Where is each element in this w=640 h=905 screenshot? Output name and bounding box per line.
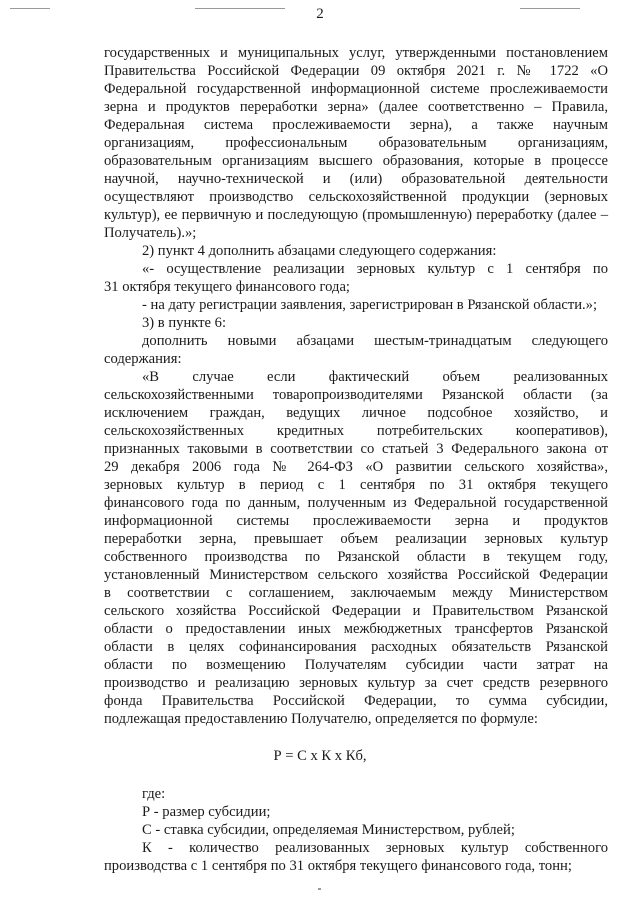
text-line: организациям, профессиональным образовательным организациям, bbox=[104, 135, 608, 151]
quoted-text-line: - на дату регистрации заявления, зарегистрирован в Рязанской области.»; bbox=[142, 297, 598, 313]
text-line: установленный Министерством сельского хозяйства Российской Федерации bbox=[104, 567, 608, 583]
text-line: 31 октября текущего финансового года; bbox=[104, 279, 350, 295]
paragraph-item-3: 3) в пункте 6: bbox=[142, 315, 227, 331]
text-line: 29 декабря 2006 года № 264-ФЗ «О развитии сельского хозяйства», bbox=[104, 459, 608, 475]
text-line: собственного производства по Рязанской области в текущем году, bbox=[104, 549, 608, 565]
text-line: исключением граждан, ведущих личное подсобное хозяйство, и bbox=[104, 405, 608, 421]
text-line: производство и реализацию зерновых культур за счет средств резервного bbox=[104, 675, 608, 691]
text-line: Получатель).»; bbox=[104, 225, 197, 241]
text-line: фонда Правительства Российской Федерации, то сумма субсидии, bbox=[104, 693, 608, 709]
quoted-text-line: «- осуществление реализации зерновых культур с 1 сентября по bbox=[142, 261, 608, 277]
text-line: зерновых культур в период с 1 сентября по 31 октября текущего bbox=[104, 477, 608, 493]
text-line: дополнить новыми абзацами шестым-тринадцатым следующего bbox=[142, 333, 608, 349]
paragraph-item-2: 2) пункт 4 дополнить абзацами следующего содержания: bbox=[142, 243, 497, 259]
text-line: признанных таковыми в соответствии со статьей 3 Федерального закона от bbox=[104, 441, 608, 457]
text-line: информационной системы прослеживаемости зерна и продуктов bbox=[104, 513, 608, 529]
text-line: сельскохозяйственными товаропроизводителями Рязанской области (за bbox=[104, 387, 608, 403]
definition-line: Р - размер субсидии; bbox=[142, 804, 271, 820]
definition-line: С - ставка субсидии, определяемая Министерством, рублей; bbox=[142, 822, 515, 838]
text-line: государственных и муниципальных услуг, утвержденными постановлением bbox=[104, 45, 608, 61]
text-line: культур), ее первичную и последующую (промышленную) переработку (далее – bbox=[104, 207, 608, 223]
quoted-text-line: «В случае если фактический объем реализованных bbox=[142, 369, 608, 385]
page-number: 2 bbox=[316, 6, 324, 22]
text-line: переработки зерна, превышает объем реализации зерновых культур bbox=[104, 531, 608, 547]
text-line: образовательным организациям высшего образования, которые в процессе bbox=[104, 153, 608, 169]
text-line: подлежащая предоставлению Получателю, определяется по формуле: bbox=[104, 711, 538, 727]
text-line: финансового года по данным, полученным из Федеральной государственной bbox=[104, 495, 608, 511]
text-line: где: bbox=[142, 786, 166, 802]
text-line: зерна и продуктов переработки зерна» (далее соответственно – Правила, bbox=[104, 99, 608, 115]
text-line: научной, научно-технической и (или) образовательной деятельности bbox=[104, 171, 608, 187]
definition-line: К - количество реализованных зерновых культур собственного bbox=[142, 840, 608, 856]
text-line: осуществляют производство сельскохозяйственной продукции (зерновых bbox=[104, 189, 608, 205]
text-line: области в целях софинансирования расходных обязательств Рязанской bbox=[104, 639, 608, 655]
text-line: Правительства Российской Федерации 09 октября 2021 г. № 1722 «О bbox=[104, 63, 608, 79]
text-line: в соответствии с соглашением, заключаемым между Министерством bbox=[104, 585, 608, 601]
text-line: области по возмещению Получателям субсидии части затрат на bbox=[104, 657, 608, 673]
text-line: области о предоставлении иных межбюджетных трансфертов Рязанской bbox=[104, 621, 608, 637]
text-line: сельского хозяйства Российской Федерации и Правительством Рязанской bbox=[104, 603, 608, 619]
text-line: Федеральной государственной информационной системе прослеживаемости bbox=[104, 81, 608, 97]
formula: Р = С х К х Кб, bbox=[273, 748, 367, 764]
text-line: Федеральная система прослеживаемости зерна), а также научным bbox=[104, 117, 608, 133]
scan-speck bbox=[318, 888, 321, 890]
text-line: сельскохозяйственных кредитных потребительских кооперативов), bbox=[104, 423, 608, 439]
text-line: производства с 1 сентября по 31 октября текущего финансового года, тонн; bbox=[104, 858, 572, 874]
text-line: содержания: bbox=[104, 351, 182, 367]
